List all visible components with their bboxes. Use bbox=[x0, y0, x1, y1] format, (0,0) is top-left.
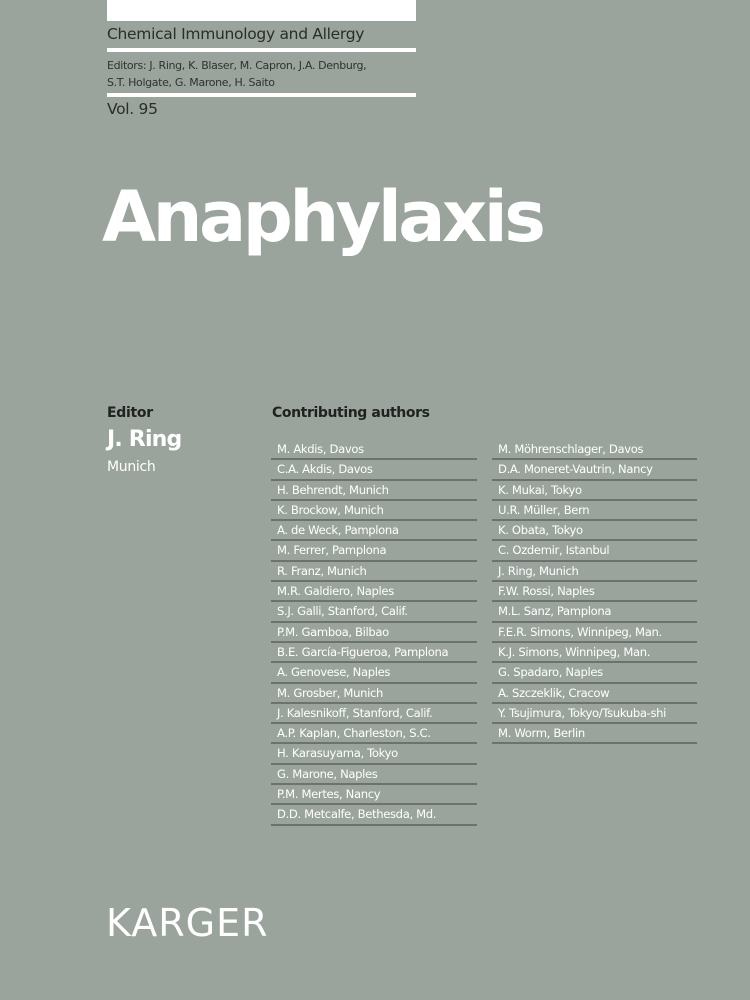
contributor-item: K.J. Simons, Winnipeg, Man. bbox=[492, 643, 697, 663]
contributor-item: K. Brockow, Munich bbox=[271, 501, 477, 521]
series-editors bbox=[107, 57, 427, 91]
editor-label: Editor bbox=[107, 405, 153, 421]
contributor-item: S.J. Galli, Stanford, Calif. bbox=[271, 602, 477, 622]
contributor-item: J. Kalesnikoff, Stanford, Calif. bbox=[271, 704, 477, 724]
editor-name: J. Ring bbox=[107, 427, 182, 452]
series-editors-line: Editors: J. Ring, K. Blaser, M. Capron, J.A. Denburg, bbox=[107, 59, 367, 72]
contributor-item: F.W. Rossi, Naples bbox=[492, 582, 697, 602]
contributor-item: P.M. Mertes, Nancy bbox=[271, 785, 477, 805]
contributor-item: M. Akdis, Davos bbox=[271, 440, 477, 460]
contributor-item: D.A. Moneret-Vautrin, Nancy bbox=[492, 460, 697, 480]
contributor-item: B.E. García-Figueroa, Pamplona bbox=[271, 643, 477, 663]
series-title: Chemical Immunology and Allergy bbox=[107, 25, 365, 43]
contributors-list-left bbox=[271, 440, 477, 826]
contributor-item: H. Karasuyama, Tokyo bbox=[271, 744, 477, 764]
publisher-logo: KARGER bbox=[106, 901, 269, 945]
contributor-item: J. Ring, Munich bbox=[492, 562, 697, 582]
contributor-item: M. Grosber, Munich bbox=[271, 684, 477, 704]
contributor-item: A.P. Kaplan, Charleston, S.C. bbox=[271, 724, 477, 744]
contributor-item: A. Szczeklik, Cracow bbox=[492, 684, 697, 704]
contributor-item: M.L. Sanz, Pamplona bbox=[492, 602, 697, 622]
contributor-item: U.R. Müller, Bern bbox=[492, 501, 697, 521]
series-editors-line: S.T. Holgate, G. Marone, H. Saito bbox=[107, 76, 275, 89]
contributor-item: A. de Weck, Pamplona bbox=[271, 521, 477, 541]
volume-number: Vol. 95 bbox=[107, 100, 158, 118]
contributor-item: K. Obata, Tokyo bbox=[492, 521, 697, 541]
contributor-item: F.E.R. Simons, Winnipeg, Man. bbox=[492, 623, 697, 643]
book-title: Anaphylaxis bbox=[102, 176, 543, 258]
contributors-list-right bbox=[492, 440, 697, 744]
contributor-item: C. Ozdemir, Istanbul bbox=[492, 541, 697, 561]
contributor-item: C.A. Akdis, Davos bbox=[271, 460, 477, 480]
contributor-item: G. Marone, Naples bbox=[271, 765, 477, 785]
divider-rule bbox=[107, 48, 416, 52]
top-white-bar bbox=[107, 0, 416, 21]
contributor-item: K. Mukai, Tokyo bbox=[492, 481, 697, 501]
contributor-item: P.M. Gamboa, Bilbao bbox=[271, 623, 477, 643]
contributor-item: M.R. Galdiero, Naples bbox=[271, 582, 477, 602]
contributor-item: R. Franz, Munich bbox=[271, 562, 477, 582]
divider-rule bbox=[107, 93, 416, 97]
contributor-item: H. Behrendt, Munich bbox=[271, 481, 477, 501]
editor-city: Munich bbox=[107, 459, 156, 475]
contributors-label: Contributing authors bbox=[272, 405, 430, 421]
contributor-item: M. Möhrenschlager, Davos bbox=[492, 440, 697, 460]
contributor-item: Y. Tsujimura, Tokyo/Tsukuba-shi bbox=[492, 704, 697, 724]
contributor-item: A. Genovese, Naples bbox=[271, 663, 477, 683]
contributor-item: M. Ferrer, Pamplona bbox=[271, 541, 477, 561]
contributor-item: M. Worm, Berlin bbox=[492, 724, 697, 744]
contributor-item: G. Spadaro, Naples bbox=[492, 663, 697, 683]
contributor-item: D.D. Metcalfe, Bethesda, Md. bbox=[271, 805, 477, 825]
